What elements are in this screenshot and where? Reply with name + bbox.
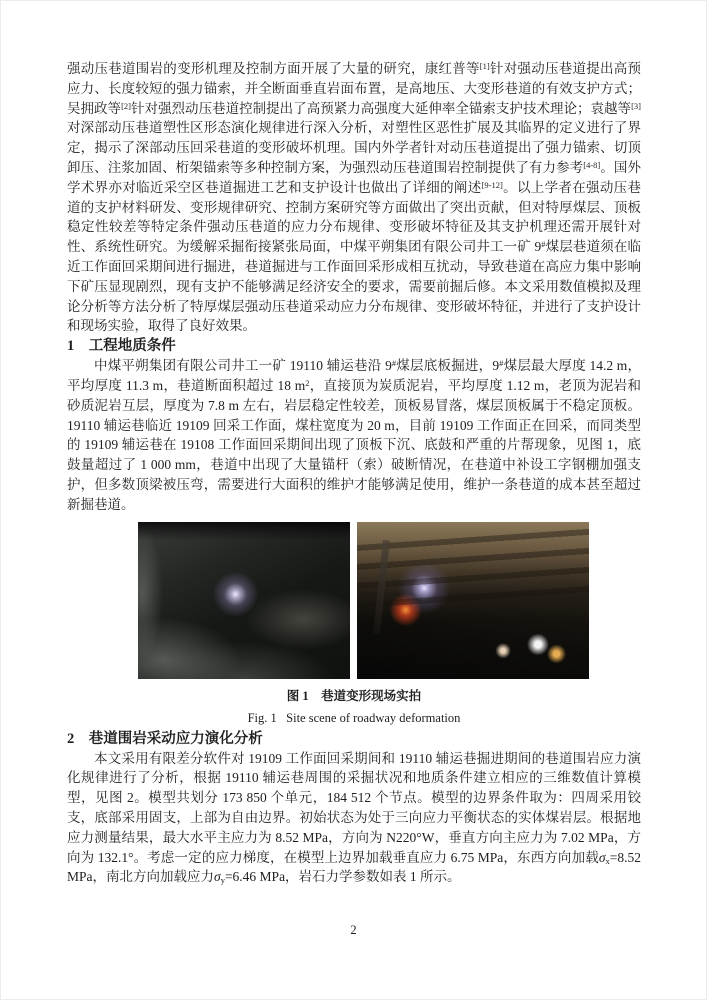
page-number: 2 [350,923,357,937]
section2-heading: 2 巷道围岩采动应力演化分析 [67,730,263,747]
figure1-caption-en: Fig. 1 Site scene of roadway deformation [247,710,461,725]
section1-paragraph: 中煤平朔集团有限公司井工一矿 19110 辅运巷沿 9#煤层底板掘进，9#煤层最大厚度 14.2 m，平均厚度 11.3 m，巷道断面积超过 18 $m^2$，直接顶为炭质泥岩，平均厚度 1.12 m，老顶为泥岩和砂质泥岩互层，厚度为 7.8 m 左右，岩层稳定性较差，顶板易冒落，煤层顶板属于不稳定顶板。19110 辅运巷临近 19109 回采工作面，煤柱宽度为 20 m，目前 19109 工作面正在回采，而同类型的 19109 辅运巷在 19108 工作面回采期间出现了顶板下沉、底鼓和严重的片帮现象，见图 1，底鼓量超过了 1 000 mm，巷道中出现了大量锚杆（索）破断情况，在巷道中补设工字钢棚加强支护，但多数顶梁被压弯，需要进行大面积的维护才能够满足使用，维护一条巷道的成本甚至超过新掘巷道。 [67,358,641,512]
figure-1 [138,522,589,679]
roof-beams-shading [357,529,589,618]
figure1-photo-right [357,522,589,679]
section2-paragraph: 本文采用有限差分软件对 19109 工作面回采期间和 19110 辅运巷掘进期间的巷道围岩应力演化规律进行了分析，根据 19110 辅运巷周围的采掘状况和地质条件建立相应的三维数值计算模型，见图 2。模型共划分 173 850 个单元，184 512 个节点。模型的边界条件取为：四周采用铰支，底部采用固支，上部为自由边界。初始状态为处于三向应力平衡状态的实体煤岩层。根据地应力测量结果，最大水平主应力为 8.52 MPa，方向为 N220°W，垂直方向主应力为 7.02 MPa，方向为 132.1°。考虑一定的应力梯度，在模型上边界加载垂直应力 6.75 MPa，东西方向加载$\sigma_x=8.52$ MPa，南北方向加载应力$\sigma_y=6.46$ MPa，岩石力学参数如表 1 所示。 [67,750,641,886]
figure1-caption-zh: 图 1 巷道变形现场实拍 [286,688,422,703]
section1-heading: 1 工程地质条件 [67,338,176,355]
figure1-photo-left [138,522,350,679]
page-content [67,59,641,887]
intro-paragraph: 强动压巷道围岩的变形机理及控制方面开展了大量的研究，康红普等[1]针对强动压巷道提出高预应力、长度较短的强力锚索，并全断面垂直岩面布置，是高地压、大变形巷道的有效支护方式；吴拥政等[2]针对强烈动压巷道控制提出了高预紧力高强度大延伸率全锚索支护技术理论；袁越等[3]对深部动压巷道塑性区形态演化规律进行深入分析，对塑性区恶性扩展及其临界的定义进行了界定，揭示了深部动压回采巷道的变形破坏机理。国内外学者针对动压巷道提出了强力锚索、切顶卸压、注浆加固、桁架锚索等多种控制方案，为强烈动压巷道围岩控制提供了有力参考[4-8]。国外学术界亦对临近采空区巷道掘进工艺和支护设计也做出了详细的阐述[9-12]。以上学者在强动压巷道的支护材料研发、变形规律研究、控制方案研究等方面做出了突出贡献，但对特厚煤层、顶板稳定性较差等特定条件强动压巷道的应力分布规律、变形破坏特征及其支护机理还需开展针对性、系统性研究。为缓解采掘衔接紧张局面，中煤平朔集团有限公司井工一矿 9#煤层巷道须在临近工作面回采期间进行掘进，巷道掘进与工作面回采形成相互扰动，导致巷道在高应力集中影响下矿压显现剧烈，现有支护不能够满足经济安全的要求，需要前掘后修。本文采用数值模拟及理论分析等方法分析了特厚煤层强动压巷道采动应力分布规律、变形破坏特征，并进行了支护设计和现场实验，取得了良好效果。 [67,61,642,334]
